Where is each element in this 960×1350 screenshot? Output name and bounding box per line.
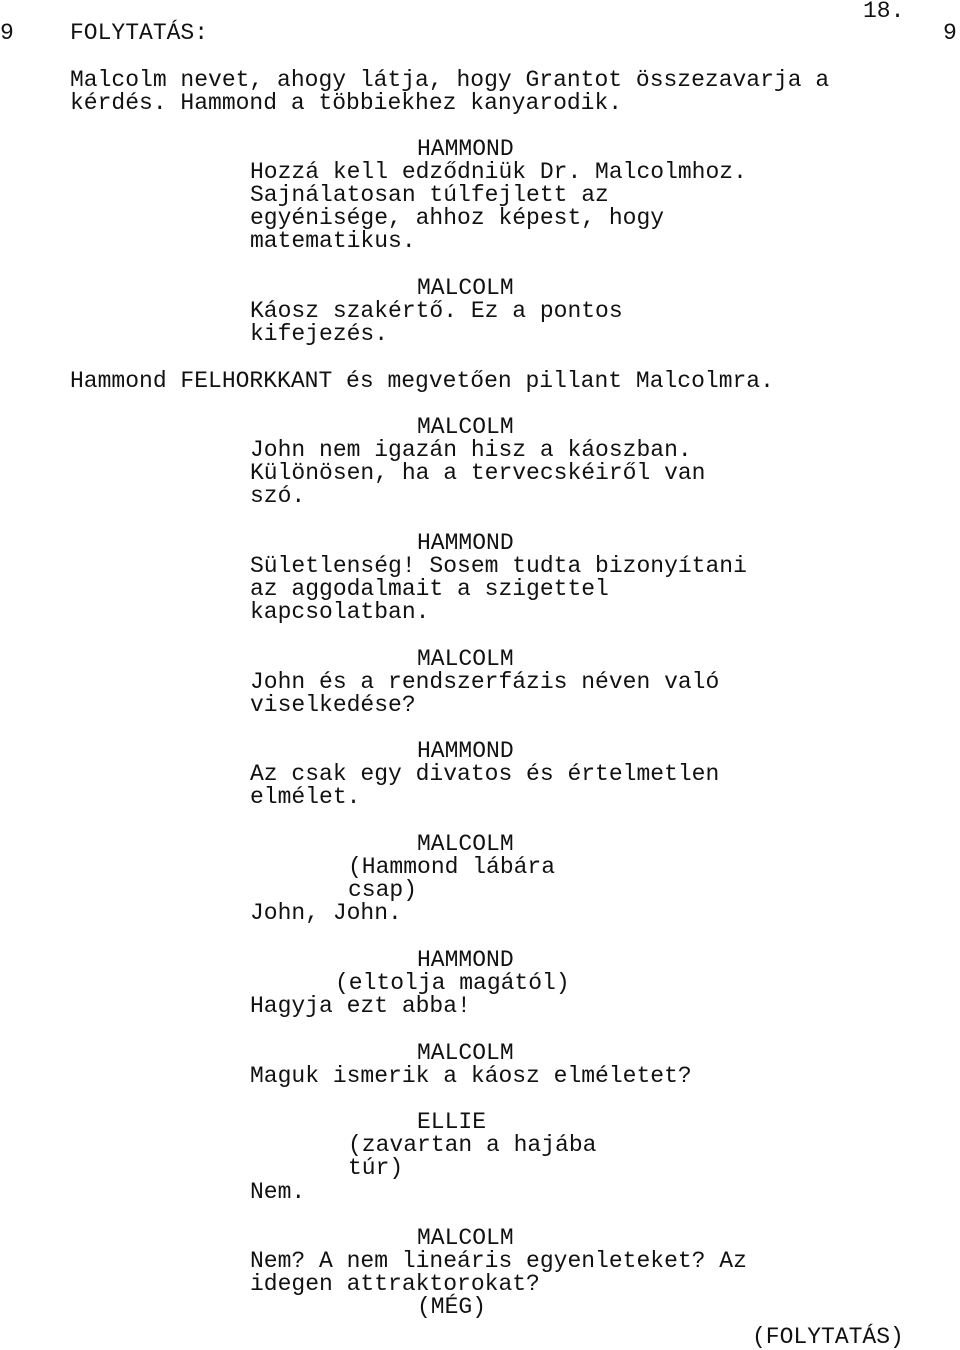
- action-line: kérdés. Hammond a többiekhez kanyarodik.: [70, 90, 623, 116]
- dialogue-line: Sületlenség! Sosem tudta bizonyítani: [250, 553, 747, 579]
- dialogue-block: [250, 555, 747, 624]
- parenthetical-line: (Hammond lábára: [348, 854, 556, 880]
- dialogue-line: Káosz szakértő. Ez a pontos: [250, 298, 623, 324]
- character-name: MALCOLM: [417, 1040, 514, 1066]
- dialogue-block: [250, 439, 705, 508]
- dialogue-block: [250, 1250, 747, 1296]
- action-line: Hammond FELHORKKANT és megvetően pillant Malcolmra.: [70, 368, 774, 394]
- dialogue-line: matematikus.: [250, 228, 416, 254]
- dialogue-line: az aggodalmait a szigettel: [250, 576, 609, 602]
- dialogue-line: John nem igazán hisz a káoszban.: [250, 437, 692, 463]
- dialogue-line: kapcsolatban.: [250, 599, 430, 625]
- continued-header: FOLYTATÁS:: [70, 20, 209, 46]
- parenthetical-line: (zavartan a hajába: [348, 1132, 597, 1158]
- dialogue-block: [250, 671, 719, 717]
- dialogue-line: viselkedése?: [250, 692, 416, 718]
- dialogue-line: egyénisége, ahhoz képest, hogy: [250, 205, 665, 231]
- scene-number-right: 9: [943, 20, 957, 46]
- character-name: MALCOLM: [417, 831, 514, 857]
- parenthetical-line: (eltolja magától): [335, 970, 570, 996]
- page-number: 18.: [863, 0, 905, 24]
- dialogue-line: John, John.: [250, 900, 402, 926]
- dialogue-line: Sajnálatosan túlfejlett az: [250, 182, 609, 208]
- character-name: HAMMOND: [417, 947, 514, 973]
- character-name: MALCOLM: [417, 275, 514, 301]
- dialogue-line: idegen attraktorokat?: [250, 1271, 540, 1297]
- dialogue-block: [250, 763, 719, 809]
- parenthetical: [348, 1134, 596, 1180]
- dialogue-line: kifejezés.: [250, 321, 389, 347]
- dialogue-line: Hozzá kell edződniük Dr. Malcolmhoz.: [250, 159, 747, 185]
- continued-footer: (FOLYTATÁS): [752, 1324, 904, 1350]
- parenthetical-line: csap): [348, 877, 418, 903]
- dialogue-line: Az csak egy divatos és értelmetlen: [250, 761, 720, 787]
- character-name: HAMMOND: [417, 738, 514, 764]
- dialogue-line: Maguk ismerik a káosz elméletet?: [250, 1063, 692, 1089]
- parenthetical: [348, 856, 555, 902]
- parenthetical-line: túr): [348, 1155, 404, 1181]
- dialogue-block: [250, 300, 623, 346]
- dialogue-line: John és a rendszerfázis néven való: [250, 669, 720, 695]
- action-block: [70, 69, 829, 115]
- character-name: MALCOLM: [417, 646, 514, 672]
- scene-number-left: 9: [0, 20, 14, 46]
- dialogue-line: Hagyja ezt abba!: [250, 993, 471, 1019]
- character-name: ELLIE: [417, 1109, 487, 1135]
- more-indicator: (MÉG): [417, 1294, 487, 1320]
- dialogue-line: szó.: [250, 483, 306, 509]
- character-name: MALCOLM: [417, 414, 514, 440]
- character-name: MALCOLM: [417, 1225, 514, 1251]
- character-name: HAMMOND: [417, 530, 514, 556]
- dialogue-line: Különösen, ha a tervecskéiről van: [250, 460, 706, 486]
- dialogue-block: [250, 161, 747, 253]
- dialogue-line: elmélet.: [250, 784, 361, 810]
- dialogue-line: Nem? A nem lineáris egyenleteket? Az: [250, 1248, 747, 1274]
- dialogue-line: Nem.: [250, 1179, 306, 1205]
- action-line: Malcolm nevet, ahogy látja, hogy Grantot összezavarja a: [70, 67, 830, 93]
- character-name: HAMMOND: [417, 136, 514, 162]
